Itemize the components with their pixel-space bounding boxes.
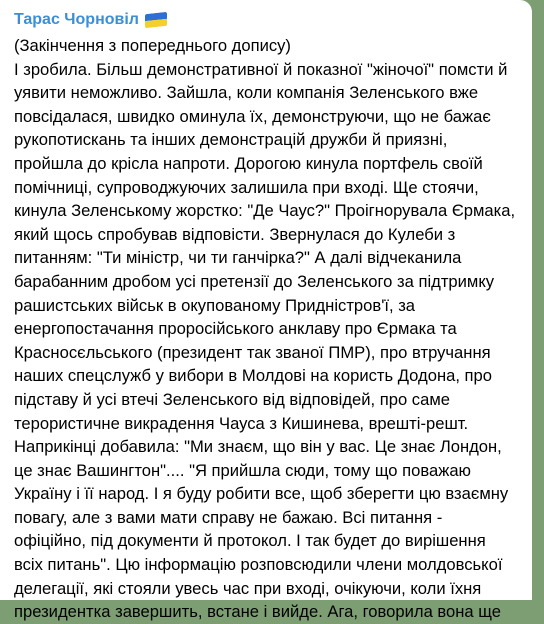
message-line: помічниці, супроводжуючих залишила при вході. Ще стоячи, <box>14 177 479 197</box>
ukraine-flag-icon <box>145 12 167 28</box>
message-line: всіх питань". Цю інформацію розповсюдили члени молдовської <box>14 555 503 575</box>
message-line: кинула Зеленському жорстко: "Де Чаус?" Проігнорувала Єрмака, <box>14 201 516 221</box>
message-text <box>14 34 522 624</box>
message-line: (Закінчення з попереднього допису) <box>14 36 291 55</box>
message-line: який щось спробував відповісти. Звернулася до Кулеби з <box>14 224 456 244</box>
message-line: пройшла до крісла напроти. Дорогою кинула портфель своїй <box>14 153 483 173</box>
message-line: наших спецслужб у вибори в Молдові на користь Додона, про <box>14 366 492 386</box>
message-line: рукопотискань та інших демонстрацій дружби й приязні, <box>14 130 448 150</box>
message-line: офіційно, під документи й протокол. І так будет до вирішення <box>14 531 486 551</box>
message-header <box>14 7 522 33</box>
message-line: президентка завершить, встане і вийде. Ага, говорила вона ще <box>14 602 501 622</box>
message-line: рашистських військ в окупованому Придністров'ї, за <box>14 295 416 315</box>
message-line: повагу, але з вами мати справу не бажаю. Всі питання - <box>14 507 443 527</box>
message-line: Україну і її народ. І я буду робити все, щоб зберегти цю взаємну <box>14 484 509 504</box>
message-line: уявити неможливо. Зайшла, коли компанія Зеленського вже <box>14 83 479 103</box>
message-line: це знає Вашингтон".... "Я прийшла сюди, тому що поважаю <box>14 460 471 480</box>
message-line: повсідалася, швидко оминула їх, демонструючи, що не бажає <box>14 106 491 126</box>
message-line: барабанним дробом усі претензії до Зеленського за підтримку <box>14 271 495 291</box>
message-line: І зробила. Більш демонстративної й показної "жіночої" помсти й <box>14 59 508 79</box>
message-line: Красносєльського (президент так званої ПМР), про втручання <box>14 342 491 362</box>
message-line: делегації, які стояли увесь час при вході, очікуючи, коли їхня <box>14 578 482 598</box>
message-line: енергопостачання проросійського анклаву про Єрмака та <box>14 319 457 339</box>
author-name[interactable]: Тарас Чорновіл <box>14 11 139 28</box>
message-line: Наприкінці добавила: "Ми знаєм, що він у вас. Це знає Лондон, <box>14 437 502 457</box>
message-line: терористичне викрадення Чауса з Кишинева, врешті-решт. <box>14 413 469 433</box>
message-line: підставу й усі втечі Зеленського від відповідей, про саме <box>14 389 450 409</box>
message-line: питанням: "Ти міністр, чи ти ганчірка?" А далі відчеканила <box>14 248 462 268</box>
